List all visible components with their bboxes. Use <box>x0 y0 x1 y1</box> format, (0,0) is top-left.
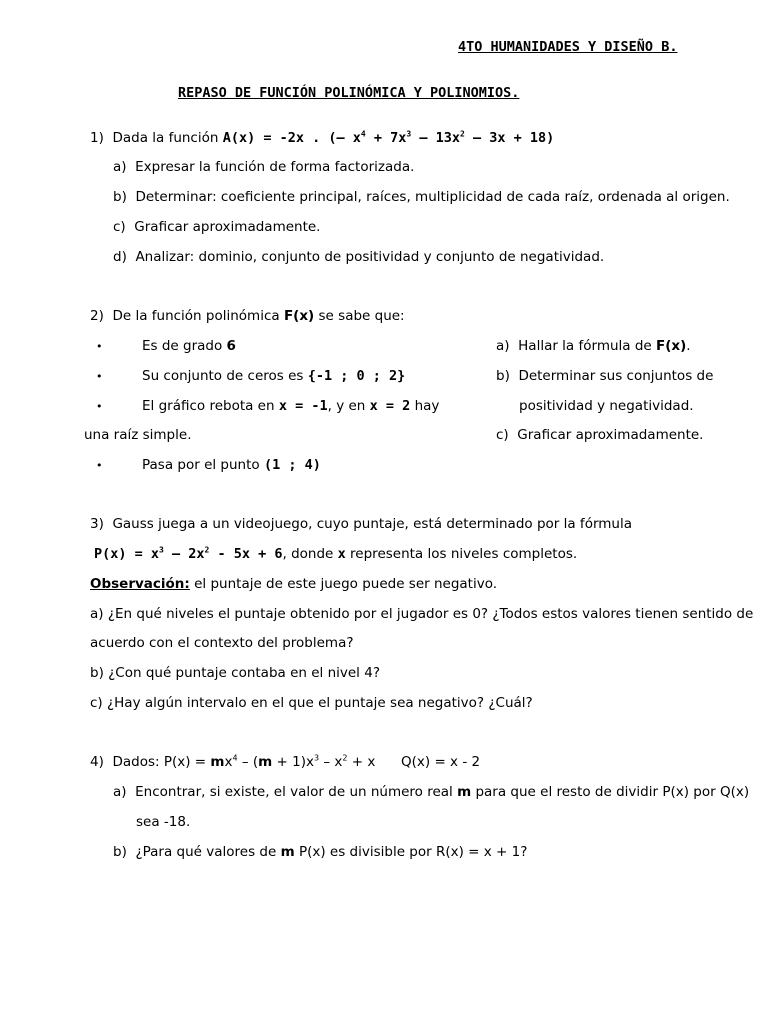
question-3-item-c: c) ¿Hay algún intervalo en el que el puntaje sea negativo? ¿Cuál? <box>90 695 533 711</box>
bullet-1: • <box>96 340 103 353</box>
question-2-item-c: c) Graficar aproximadamente. <box>496 427 704 443</box>
bullet-2-text: Su conjunto de ceros es {-1 ; 0 ; 2} <box>142 368 406 384</box>
question-1-item-a: a) Expresar la función de forma factorizada. <box>113 159 415 175</box>
question-3-observation: Observación: el puntaje de este juego puede ser negativo. <box>90 576 498 592</box>
bullet-1-text: Es de grado 6 <box>142 338 236 354</box>
question-3-formula: $P(x) = x^3 - 2x^2 - 5x + 6$, donde x representa los niveles completos. <box>94 545 578 562</box>
question-4-item-a: a) Encontrar, si existe, el valor de un número real m para que el resto de dividir P(x) por Q(x) <box>113 784 750 800</box>
question-number: 1) <box>90 130 104 146</box>
question-3-item-a: a) ¿En qué niveles el puntaje obtenido por el jugador es 0? ¿Todos estos valores tienen sentido de <box>90 606 754 622</box>
course-header: 4TO HUMANIDADES Y DISEÑO B. <box>458 39 678 55</box>
question-4-item-b: b) ¿Para qué valores de m P(x) es divisible por R(x) = x + 1? <box>113 844 528 860</box>
question-4-item-a-continuation: sea -18. <box>136 814 191 830</box>
question-1-line <box>90 129 554 147</box>
question-3-item-a-continuation: acuerdo con el contexto del problema? <box>90 635 354 651</box>
question-1-item-c: c) Graficar aproximadamente. <box>113 219 321 235</box>
question-2-item-b-continuation: positividad y negatividad. <box>519 398 694 414</box>
question-3-line: 3) Gauss juega a un videojuego, cuyo puntaje, está determinado por la fórmula <box>90 516 632 532</box>
bullet-2: • <box>96 370 103 383</box>
bullet-4: • <box>96 459 103 472</box>
question-1-item-b: b) Determinar: coeficiente principal, raíces, multiplicidad de cada raíz, ordenada al origen. <box>113 189 730 205</box>
question-2-item-a: a) Hallar la fórmula de F(x). <box>496 338 691 354</box>
question-4-qx: Q(x) = x - 2 <box>401 754 481 770</box>
function-formula: A(x) = -2x . (– $x^4 + 7x^3 - 13x^2 - 3x + 18$) <box>222 129 555 146</box>
bullet-3-text: El gráfico rebota en x = -1, y en x = 2 hay <box>142 398 440 414</box>
page-title: REPASO DE FUNCIÓN POLINÓMICA Y POLINOMIOS. <box>178 85 520 101</box>
question-intro: Dada la función <box>112 130 219 146</box>
question-4-line: 4) Dados: $P(x) = mx^4 - (m + 1)x^3 - x^2 + x$ <box>90 753 376 770</box>
question-1-item-d: d) Analizar: dominio, conjunto de positividad y conjunto de negatividad. <box>113 249 605 265</box>
question-3-item-b: b) ¿Con qué puntaje contaba en el nivel 4? <box>90 665 380 681</box>
question-2-line: 2) De la función polinómica F(x) se sabe que: <box>90 308 405 324</box>
bullet-3: • <box>96 400 103 413</box>
bullet-4-text: Pasa por el punto (1 ; 4) <box>142 457 321 473</box>
bullet-3-continuation: una raíz simple. <box>84 427 192 443</box>
question-2-item-b: b) Determinar sus conjuntos de <box>496 368 714 384</box>
